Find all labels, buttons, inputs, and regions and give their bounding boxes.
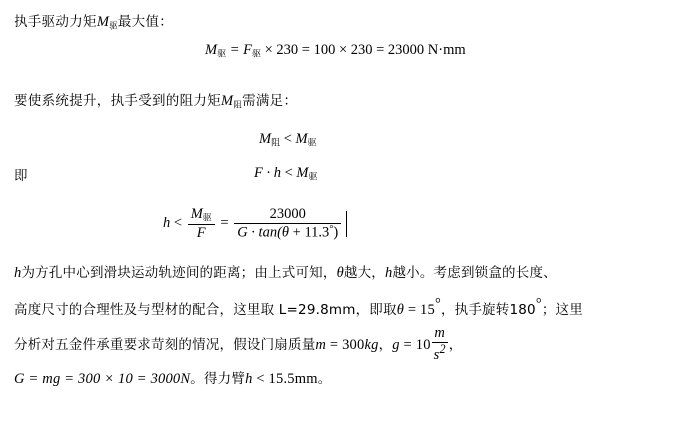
para-seg2-text: 越大，: [343, 265, 385, 281]
line2-text-before: 要使系统提升，执手受到的阻力矩: [14, 93, 221, 109]
para-seg1-text: 为方孔中心到滑块运动轨迹间的距离；由上式可知，: [21, 265, 337, 281]
eq2-left-sub: 阻: [271, 138, 281, 149]
equation-4: [163, 206, 347, 242]
para-line3-g-den-sup: 2: [439, 342, 446, 357]
line2-symbol-sub: 阻: [233, 99, 243, 110]
text-line-3-label: 即: [14, 168, 28, 184]
para-line4-text: 。得力臂: [190, 370, 246, 387]
para-line2-text-b: ，执手旋转180: [440, 302, 536, 319]
eq2-right-symbol: M: [295, 131, 308, 147]
para-line3-g-den: [432, 343, 448, 364]
eq1-tail: × 230 = 100 × 230 = 23000 N·mm: [264, 42, 466, 58]
body-paragraph: [14, 258, 664, 395]
para-line2-text-c: ；这里: [541, 302, 583, 319]
text-line-1: [14, 10, 173, 31]
line2-symbol: M: [221, 93, 234, 109]
para-line4-h: h: [245, 370, 253, 387]
para-line4-h-val: < 15.5mm: [252, 370, 318, 387]
para-line3-text-a: 分析对五金件承重要求苛刻的情况，假设门扇质量: [14, 336, 316, 353]
eq1-lhs-sub: 驱: [217, 49, 227, 60]
equation-1: [205, 42, 466, 60]
para-seg3-symbol: h: [385, 265, 393, 281]
eq4-frac1-denominator: F: [196, 224, 206, 241]
eq4-fraction-2: [234, 206, 341, 241]
eq3-relation: <: [284, 165, 293, 181]
para-seg2-symbol: θ: [336, 265, 344, 281]
para-line4-formula: G = mg = 300 × 10 = 3000N: [14, 370, 191, 387]
para-line2-symbol: θ: [396, 302, 405, 319]
para-line3-g-units: [432, 326, 448, 364]
eq4-frac2-denominator: [234, 224, 341, 241]
text-cursor: [346, 211, 347, 237]
line1-text-before: 执手驱动力矩: [14, 14, 97, 30]
para-line3-g-num: m: [432, 326, 448, 343]
para-line3-m-val: = 300: [326, 336, 365, 353]
eq4-frac1-numerator: [188, 206, 215, 225]
para-line2-degree: °: [434, 296, 441, 312]
eq2-left-symbol: M: [259, 131, 272, 147]
eq4-equals: =: [220, 215, 229, 232]
eq4-frac2-den-suffix: + 11.3: [289, 224, 330, 241]
line1-text-after: 最大值：: [117, 14, 174, 30]
eq4-frac2-den-theta: θ: [281, 224, 290, 241]
para-line2-text-a: 高度尺寸的合理性及与型材的配合，这里取 L=29.8mm，即取: [14, 302, 397, 319]
eq4-frac2-numerator: 23000: [234, 206, 341, 224]
eq4-frac2-den-close: ): [333, 224, 339, 241]
para-line2-degree2: °: [535, 296, 542, 312]
eq3-rhs-symbol: M: [296, 165, 309, 181]
eq1-lhs-symbol: M: [205, 42, 218, 58]
eq2-relation: <: [283, 131, 292, 147]
para-seg1-symbol: h: [14, 265, 22, 281]
eq1-rhs-sub: 驱: [251, 49, 261, 60]
equation-2: [259, 131, 317, 149]
eq4-relation: <: [173, 215, 183, 232]
line1-symbol-sub: 驱: [109, 20, 118, 31]
eq2-right-sub: 驱: [307, 138, 317, 149]
eq4-frac1-num-sub: 驱: [202, 213, 212, 224]
para-line3-g-val: = 10: [399, 336, 431, 353]
eq1-rhs: = F: [229, 42, 252, 58]
para-line3-g: g: [392, 336, 400, 353]
eq4-frac1-num-symbol: M: [190, 206, 203, 222]
para-line2-eq: = 15: [404, 302, 435, 319]
para-line3-kg: kg: [364, 336, 379, 353]
eq4-lhs-symbol: h: [163, 215, 171, 232]
text-line-2: [14, 89, 297, 110]
para-line3-m: m: [315, 336, 327, 353]
eq4-frac2-den-degree: °: [329, 224, 334, 236]
para-seg3-text: 越小。考虑到锁盒的长度、: [392, 265, 557, 281]
eq3-rhs-sub: 驱: [308, 172, 318, 183]
eq3-lhs: F · h: [254, 165, 281, 181]
equation-3: [254, 165, 318, 183]
eq4-frac2-den-prefix: G · tan(: [237, 224, 282, 241]
para-line3-end: ，: [448, 336, 463, 353]
para-line3-sep: ，: [378, 336, 393, 353]
line1-symbol: M: [96, 14, 110, 30]
para-line3-g-den-symbol: s: [433, 346, 440, 363]
eq4-fraction-1: [188, 206, 215, 242]
para-line4-end: 。: [317, 370, 332, 387]
line2-text-after: 需满足：: [242, 93, 298, 109]
